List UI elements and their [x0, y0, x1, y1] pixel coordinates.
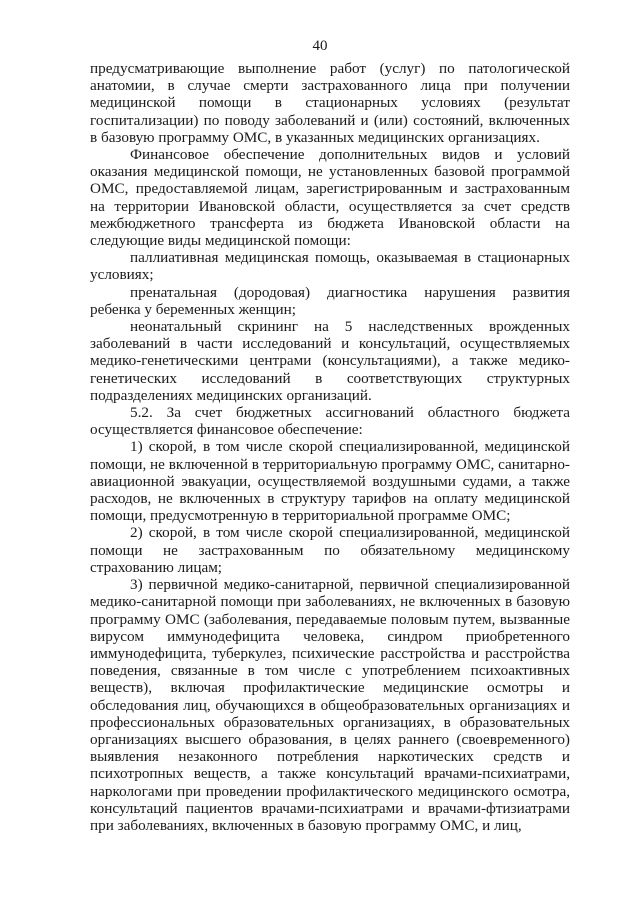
- paragraph-palliative-care: паллиативная медицинская помощь, оказываемая в стационарных условиях;: [90, 249, 570, 284]
- paragraph-item-1: 1) скорой, в том числе скорой специализированной, медицинской помощи, не включенной в территориальную программу ОМС, санитарно-авиационной эвакуации, осуществляемой воздушными судами, а также расходов, не включенных в структуру тарифов на оплату медицинской помощи, предусмотренную в территориальной программе ОМС;: [90, 438, 570, 525]
- paragraph-financing-additional: Финансовое обеспечение дополнительных видов и условий оказания медицинской помощи, не установленных базовой программой ОМС, предоставляемой лицам, зарегистрированным и застрахованным на территории Ивановской области, осуществляется за счет средств межбюджетного трансферта из бюджета Ивановской области на следующие виды медицинской помощи:: [90, 146, 570, 250]
- paragraph-section-5-2: 5.2. За счет бюджетных ассигнований областного бюджета осуществляется финансовое обеспечение:: [90, 404, 570, 439]
- paragraph-item-2: 2) скорой, в том числе скорой специализированной, медицинской помощи не застрахованным по обязательному медицинскому страхованию лицам;: [90, 524, 570, 576]
- document-body: [90, 60, 570, 834]
- paragraph-prenatal-diagnostics: пренатальная (дородовая) диагностика нарушения развития ребенка у беременных женщин;: [90, 283, 570, 318]
- page-number: 40: [312, 38, 328, 54]
- paragraph-neonatal-screening: неонатальный скрининг на 5 наследственных врожденных заболеваний в части исследований и консультаций, осуществляемых медико-генетическими центрами (консультациями), а также медико-генетических исследований в соответствующих структурных подразделениях медицинских организаций.: [90, 318, 570, 404]
- paragraph-continuation: предусматривающие выполнение работ (услуг) по патологической анатомии, в случае смерти застрахованного лица при получении медицинской помощи в стационарных условиях (результат госпитализации) по поводу заболеваний и (или) состояний, включенных в базовую программу ОМС, в указанных медицинских организациях.: [90, 60, 570, 146]
- paragraph-item-3: 3) первичной медико-санитарной, первичной специализированной медико-санитарной помощи при заболеваниях, не включенных в базовую программу ОМС (заболевания, передаваемые половым путем, вызванные вирусом иммунодефицита человека, синдром приобретенного иммунодефицита, туберкулез, психические расстройства и расстройства поведения, связанные в том числе с употреблением психоактивных веществ), включая профилактические медицинские осмотры и обследования лиц, обучающихся в общеобразовательных организациях и профессиональных образовательных организациях, в образовательных организациях высшего образования, в целях раннего (своевременного) выявления незаконного потребления наркотических средств и психотропных веществ, а также консультаций врачами-психиатрами, наркологами при проведении профилактического медицинского осмотра, консультаций пациентов врачами-психиатрами и врачами-фтизиатрами при заболеваниях, включенных в базовую программу ОМС, и лиц,: [90, 576, 570, 834]
